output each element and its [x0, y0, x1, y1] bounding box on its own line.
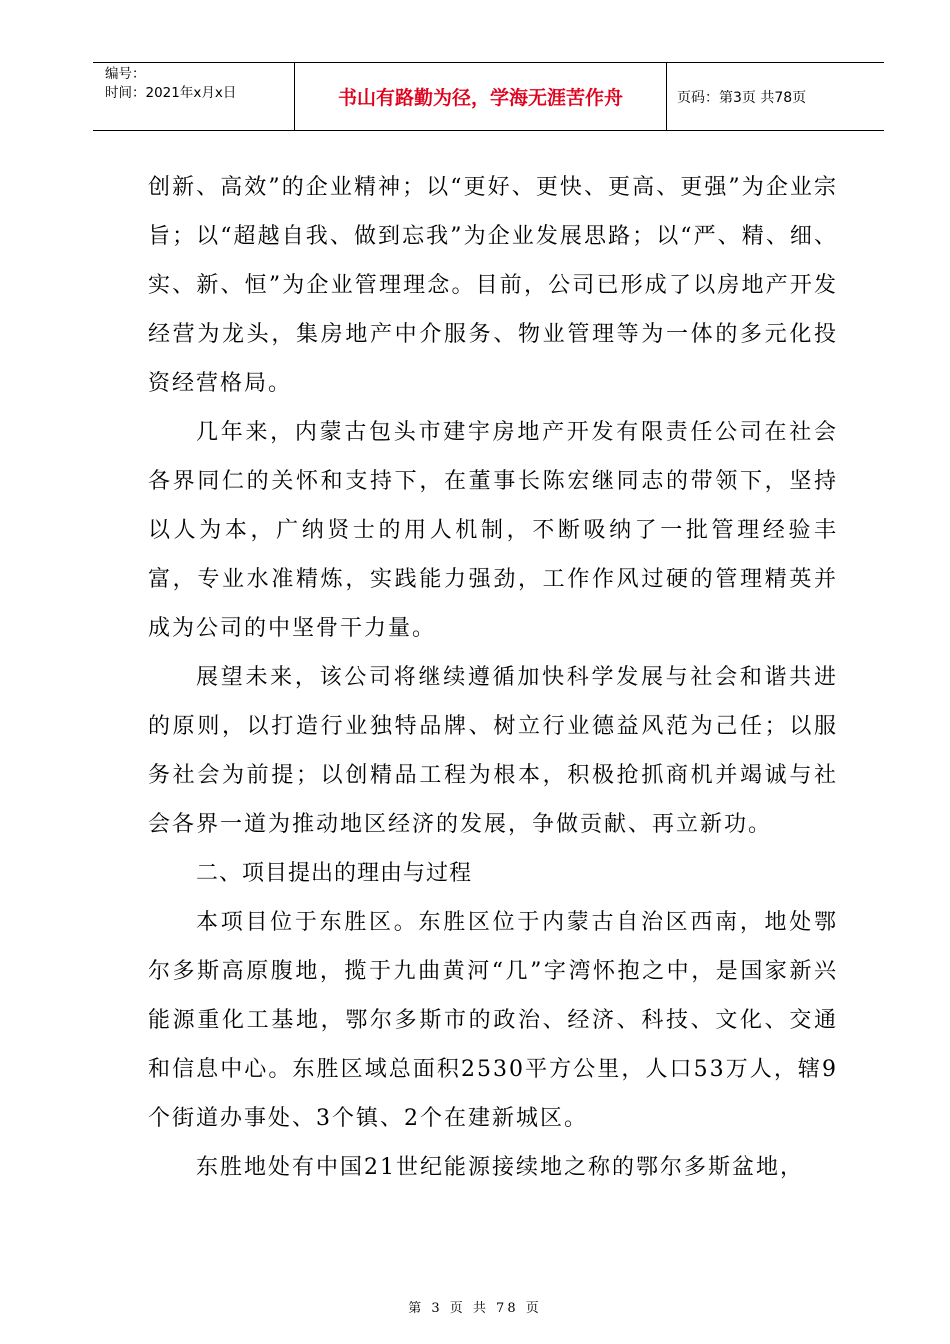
document-body — [148, 163, 838, 1192]
page-header — [93, 62, 884, 131]
paragraph: 东胜地处有中国21世纪能源接续地之称的鄂尔多斯盆地， — [196, 1155, 804, 1180]
document-time-label: 时间：2021年x月x日 — [105, 85, 237, 101]
paragraph: 几年来，内蒙古包头市建宇房地产开发有限责任公司在社会各界同仁的关怀和支持下，在董事长陈宏继同志的带领下，坚持以人为本，广纳贤士的用人机制，不断吸纳了一批管理经验丰富，专业水准精炼，实践能力强劲，工作作风过硬的管理精英并成为公司的中坚骨干力量。 — [148, 420, 838, 641]
header-meta — [93, 63, 295, 130]
section-heading: 二、项目提出的理由与过程 — [196, 861, 473, 886]
paragraph: 本项目位于东胜区。东胜区位于内蒙古自治区西南，地处鄂尔多斯高原腹地，揽于九曲黄河“几”字湾怀抱之中，是国家新兴能源重化工基地，鄂尔多斯市的政治、经济、科技、文化、交通和信息中心。东胜区域总面积2530平方公里，人口53万人，辖9个街道办事处、3个镇、2个在建新城区。 — [148, 910, 838, 1131]
document-number-label: 编号： — [105, 66, 146, 82]
page-footer: 第 3 页 共 78 页 — [408, 1301, 542, 1316]
paragraph: 创新、高效”的企业精神；以“更好、更快、更高、更强”为企业宗旨；以“超越自我、做到忘我”为企业发展思路；以“严、精、细、实、新、恒”为企业管理理念。目前，公司已形成了以房地产开发经营为龙头，集房地产中介服务、物业管理等为一体的多元化投资经营格局。 — [148, 175, 838, 396]
paragraph: 展望未来，该公司将继续遵循加快科学发展与社会和谐共进的原则，以打造行业独特品牌、树立行业德益风范为己任；以服务社会为前提；以创精品工程为根本，积极抢抓商机并竭诚与社会各界一道为推动地区经济的发展，争做贡献、再立新功。 — [148, 665, 838, 837]
header-motto: 书山有路勤为径，学海无涯苦作舟 — [295, 63, 667, 130]
header-page-label: 页码：第3页 共78页 — [677, 89, 807, 106]
